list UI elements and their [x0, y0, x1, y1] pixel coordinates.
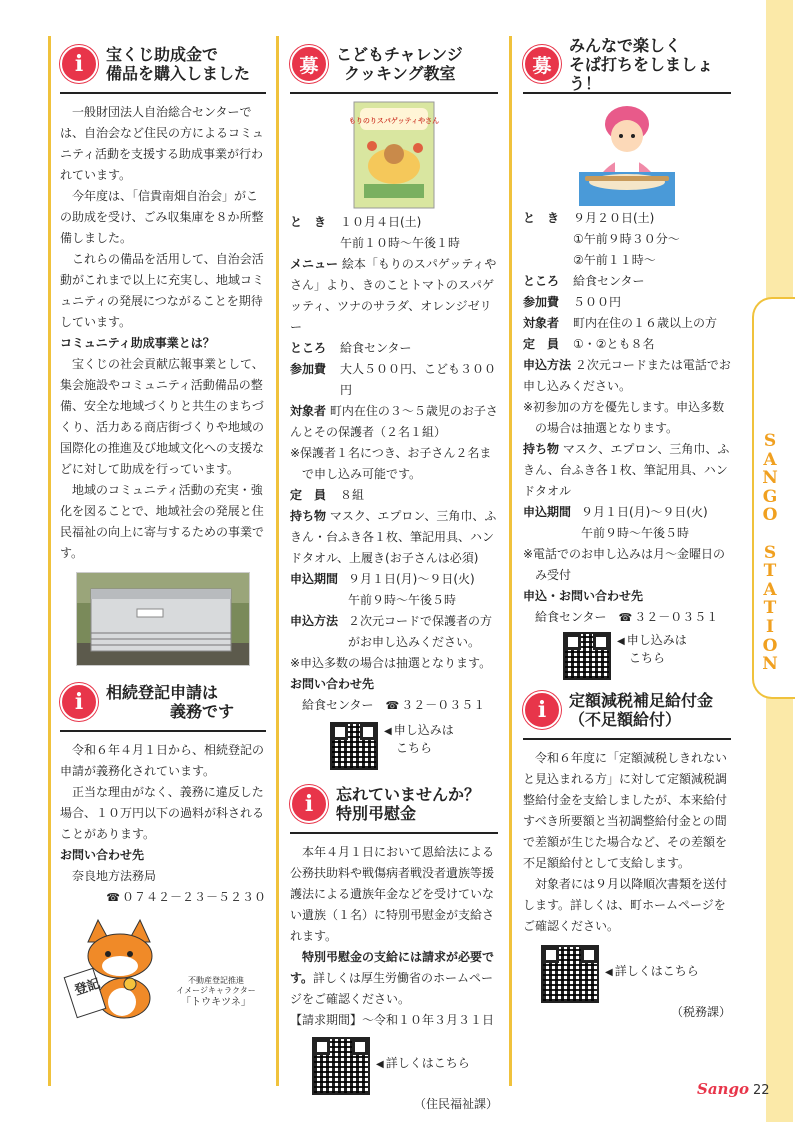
column-divider	[276, 36, 279, 1086]
section-body	[60, 740, 266, 908]
column-2	[290, 36, 498, 1112]
column-divider	[48, 36, 51, 1086]
info-row: 持ち物 マスク、エプロン、三角巾、ふきん、台ふき各１枚、筆記用具、ハンドタオル	[523, 442, 730, 498]
paragraph: 令和６年４月１日から、相続登記の申請が義務化されています。	[60, 743, 265, 778]
info-row: 対象者 町内在住の１６歳以上の方	[523, 316, 718, 330]
section-body	[523, 748, 731, 937]
arrow-left-icon: ◀	[617, 636, 625, 647]
info-row: ところ 給食センター	[290, 341, 412, 355]
info-row: 申込期間 ９月１日(月)～９日(火)	[523, 505, 708, 519]
subheading: コミュニティ助成事業とは？	[60, 336, 215, 350]
info-row: 定 員 ①・②とも８名	[523, 337, 655, 351]
contact-label: お問い合わせ先	[60, 848, 145, 862]
note: ※初参加の方を優先します。申込多数の場合は抽選となります。	[523, 400, 725, 435]
section-title: 相続登記申請は 義務です	[106, 683, 235, 721]
qr-block: ◀ 詳しくはこちら	[312, 1037, 498, 1095]
info-row: メニュー 絵本「もりのスパゲッティやさん」より、きのことトマトのスパゲッティ、ツナのサラダ、オレンジゼリー	[290, 257, 497, 334]
qr-block: ◀ 申し込みは こちら	[330, 722, 498, 770]
qr-block: ◀ 詳しくはこちら	[541, 945, 731, 1003]
section-header	[60, 36, 266, 94]
info-row: ①午前９時３０分～	[573, 232, 680, 246]
paragraph: 特別弔慰金の支給には請求が必要です。詳しくは厚生労働省のホームページをご確認ください。	[290, 950, 495, 1006]
garbage-storage-photo	[76, 572, 250, 666]
paragraph: 令和６年度に「定額減税しきれないと見込まれる方」に対して定額減税調整給付金を支給しましたが、本来給付すべき所要額と当初調整給付金との間で差額が生じた場合など、その差額を不足額給付として支給します。	[523, 751, 728, 870]
section-title: みんなで楽しく そば打ちをしましょう！	[569, 35, 714, 93]
arrow-left-icon: ◀	[376, 1059, 384, 1070]
note: ※申込多数の場合は抽選となります。	[290, 656, 492, 670]
info-row: 参加費 大人５００円、こども３００円	[290, 362, 497, 397]
column-3	[523, 36, 731, 1020]
contact-line: 給食センター ☎ ３２－０３５１	[290, 695, 498, 716]
contact-label: お問い合わせ先	[290, 677, 375, 691]
paragraph: 地域のコミュニティ活動の充実・強化を図ることで、地域社会の発展と住民福祉の向上に寄与するための事業です。	[60, 483, 265, 560]
info-icon: i	[60, 683, 98, 721]
section-body	[290, 842, 498, 1031]
info-icon: i	[290, 785, 328, 823]
phone-icon	[106, 890, 122, 904]
mascot-caption: 不動産登記推進 イメージキャラクター 「トウキツネ」	[176, 976, 256, 1008]
svg-text:登記: 登記	[72, 976, 103, 999]
paragraph: 一般財団法人自治総合センターでは、自治会など住民の方によるコミュニティ活動を支援する助成事業が行われています。	[60, 105, 264, 182]
paragraph: 宝くじの社会貢献広報事業として、集会施設やコミュニティ活動備品の整備、安全な地域づくりと共生のまちづくり、活力ある商店街づくりや地域の国際化の推進及び地域文化への支援などに対して助成を行っています。	[60, 357, 265, 476]
paragraph: 正当な理由がなく、義務に違反した場合、１０万円以下の過料が科されることがあります。	[60, 785, 265, 841]
info-row: 申込期間 ９月１日(月)～９日(火)	[290, 572, 475, 586]
page-footer	[697, 1080, 770, 1098]
info-row: 午前１０時～午後１時	[340, 236, 461, 250]
qr-block: ◀ 申し込みは こちら	[563, 632, 731, 680]
info-row: 持ち物 マスク、エプロン、三角巾、ふきん・台ふき各１枚、筆記用具、ハンドタオル、上履き(お子さんは必須)	[290, 509, 497, 565]
info-row: 午前９時～午後５時	[348, 593, 457, 607]
info-row: と き １０月４日(土)	[290, 215, 422, 229]
picture-book-cover	[348, 102, 440, 208]
svg-text:もりのりスパゲッティやさん: もりのりスパゲッティやさん	[348, 117, 440, 125]
contact-line: 給食センター ☎ ３２－０３５１	[523, 607, 731, 628]
info-row: 申込方法 ２次元コードまたは電話でお申し込みください。	[523, 358, 731, 393]
info-icon: i	[60, 45, 98, 83]
department-label: （税務課）	[670, 1005, 731, 1019]
phone-icon	[386, 698, 402, 712]
paragraph: 本年４月１日において恩給法による公務扶助料や戦傷病者戦没者遺族等援護法による遺族年金などを受けていない遺族（１名）に特別弔慰金が支給されます。	[290, 845, 495, 943]
recruit-icon: 募	[523, 45, 561, 83]
sango-logo: Sango	[697, 1080, 749, 1098]
claim-period: 【請求期間】～令和１０年３月３１日	[290, 1013, 495, 1027]
info-row: 申込方法 ２次元コードで保護者の方がお申し込みください。	[290, 614, 493, 649]
info-row: 午前９時～午後５時	[581, 526, 690, 540]
side-tab-text: S A N G O S T A T I O N	[762, 431, 778, 675]
contact-org: 奈良地方法務局	[72, 869, 157, 883]
column-1	[60, 36, 266, 1022]
section-body	[60, 102, 266, 564]
paragraph: これらの備品を活用して、自治会活動がこれまで以上に充実し、地域コミュニティの発展につながることを期待しています。	[60, 252, 265, 329]
column-divider	[509, 36, 512, 1086]
section-header	[290, 776, 498, 834]
qr-code[interactable]	[541, 945, 599, 1003]
section-title: 宝くじ助成金で 備品を購入しました	[106, 45, 251, 83]
paragraph: 今年度は、「信貴南畑自治会」がこの助成を受け、ごみ収集庫を８か所整備しました。	[60, 189, 264, 245]
mascot-area	[60, 912, 266, 1022]
info-row: と き ９月２０日(土)	[523, 211, 655, 225]
info-row: ところ 給食センター	[523, 274, 645, 288]
note: ※保護者１名につき、お子さん２名まで申し込み可能です。	[290, 446, 492, 481]
info-row: 定 員 ８組	[290, 488, 365, 502]
contact-tel: ☎ ０７４２－２３－５２３０	[60, 887, 266, 908]
arrow-left-icon: ◀	[384, 726, 392, 737]
section-header	[290, 36, 498, 94]
qr-code[interactable]	[563, 632, 611, 680]
page-number: 22	[752, 1083, 770, 1098]
section-body	[523, 208, 731, 628]
note: ※電話でのお申し込みは月～金曜日のみ受付	[523, 547, 726, 582]
fox-mascot-illustration	[68, 912, 168, 1020]
info-row: ②午前１１時～	[573, 253, 656, 267]
section-title: こどもチャレンジ クッキング教室	[336, 45, 463, 83]
department-label: （住民福祉課）	[413, 1097, 498, 1111]
soba-making-illustration	[579, 102, 675, 206]
contact-label: 申込・お問い合わせ先	[523, 589, 644, 603]
qr-code[interactable]	[330, 722, 378, 770]
section-title: 定額減税補足給付金 （不足額給付）	[569, 691, 714, 729]
section-header	[60, 674, 266, 732]
arrow-left-icon: ◀	[605, 967, 613, 978]
section-header	[523, 682, 731, 740]
section-body	[290, 212, 498, 716]
info-icon: i	[523, 691, 561, 729]
paragraph: 対象者には９月以降順次書類を送付します。詳しくは、町ホームページをご確認ください。	[523, 877, 728, 933]
section-header	[523, 36, 731, 94]
phone-icon	[619, 610, 635, 624]
info-row: 対象者 町内在住の３～５歳児のお子さんとその保護者（２名１組）	[290, 404, 498, 439]
recruit-icon: 募	[290, 45, 328, 83]
qr-code[interactable]	[312, 1037, 370, 1095]
info-row: 参加費 ５００円	[523, 295, 622, 309]
section-title: 忘れていませんか？ 特別弔慰金	[336, 785, 481, 823]
